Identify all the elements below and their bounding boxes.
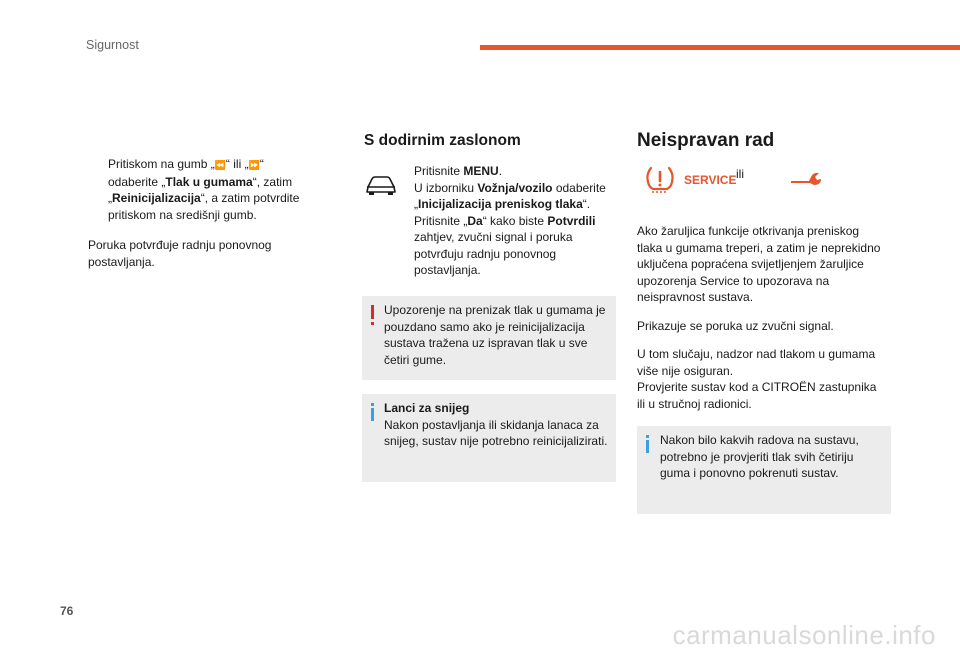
- touchscreen-instructions: [414, 163, 614, 279]
- menu-term: Inicijalizacija preniskog tlaka: [418, 197, 583, 211]
- bullet-item: [88, 156, 310, 223]
- left-column: [88, 156, 310, 270]
- bullet-text: “: [259, 157, 264, 171]
- confirmation-paragraph: Poruka potvrđuje radnju ponovnog postavljanja.: [88, 238, 272, 269]
- or-label: ili: [736, 167, 744, 181]
- bullet-text: odaberite „: [108, 174, 166, 189]
- malfunction-paragraph: Provjerite sustav kod a CITROËN zastupnika ili u stručnoj radionici.: [637, 380, 877, 411]
- tpms-warning-icon: [644, 165, 676, 193]
- menu-term: Potvrdili: [547, 213, 596, 228]
- malfunction-paragraph: Ako žaruljica funkcije otkrivanja preniskog tlaka u gumama treperi, a zatim je neprekidno uključena popraćena svijetljenjem žaruljice upozorenja Service to upozorava na neispravnost sustava.: [637, 224, 881, 304]
- info-icon-dot: [646, 435, 649, 438]
- service-label: SERVICE: [684, 173, 737, 187]
- instruction-text: Pritisnite: [414, 164, 464, 178]
- malfunction-heading: Neispravan rad: [637, 130, 775, 151]
- menu-term: Tlak u gumama: [165, 174, 253, 189]
- info-icon: [371, 408, 374, 421]
- section-title: Sigurnost: [86, 38, 139, 52]
- instruction-text: “.: [582, 197, 591, 211]
- malfunction-text: [637, 223, 887, 412]
- menu-term: Vožnja/vozilo: [477, 180, 553, 195]
- bullet-text: “, a zatim potvrdite: [200, 191, 300, 205]
- bullet-text: Pritiskom na gumb „: [108, 157, 215, 171]
- warning-icon-dot: [371, 322, 374, 325]
- page-number: 76: [60, 604, 74, 618]
- menu-term: Reinicijalizacija: [112, 191, 201, 205]
- bullet-text: „: [108, 191, 112, 205]
- instruction-text: zahtjev, zvučni signal i poruka potvrđuju radnju ponovnog postavljanja.: [414, 230, 573, 277]
- bullet-text: “ ili „: [225, 157, 249, 171]
- car-icon: [364, 174, 398, 196]
- malfunction-paragraph: Prikazuje se poruka uz zvučni signal.: [637, 318, 834, 333]
- instruction-text: “ kako biste: [482, 213, 548, 228]
- instruction-text: .: [498, 164, 503, 178]
- warning-text: Upozorenje na prenizak tlak u gumama je pouzdano samo ako je reinicijalizacija sustava tražena uz ispravan tlak u sve četiri gume.: [384, 303, 606, 367]
- menu-term: Da: [467, 213, 483, 228]
- warning-icon: [371, 305, 374, 319]
- bullet-text: “, zatim: [252, 174, 293, 189]
- fast-forward-icon: ⏩: [248, 160, 260, 170]
- info-icon-dot: [371, 403, 374, 406]
- wrench-icon: [789, 170, 823, 188]
- instruction-text: Pritisnite „: [414, 213, 468, 228]
- info-body: Nakon postavljanja ili skidanja lanaca za snijeg, sustav nije potrebno reinicijalizirati.: [384, 417, 608, 448]
- instruction-text: „: [414, 197, 418, 211]
- arrow-bullet-icon: [88, 156, 100, 223]
- header-accent-bar: [480, 45, 960, 50]
- instruction-text: U izborniku: [414, 180, 478, 195]
- info-text-chains: [384, 400, 612, 450]
- service-icon: [684, 170, 737, 188]
- info-icon: [646, 440, 649, 453]
- rewind-icon: ⏪: [214, 160, 226, 170]
- malfunction-paragraph: U tom slučaju, nadzor nad tlakom u gumama više nije osiguran.: [637, 347, 876, 378]
- watermark: carmanualsonline.info: [672, 620, 936, 650]
- info-title: Lanci za snijeg: [384, 401, 470, 415]
- info-text-service: Nakon bilo kakvih radova na sustavu, potrebno je provjeriti tlak svih četiriju guma i ponovno pokrenuti sustav.: [660, 433, 859, 480]
- instruction-text: odaberite: [552, 180, 606, 195]
- touchscreen-heading: S dodirnim zaslonom: [364, 132, 521, 149]
- menu-term: MENU: [463, 164, 499, 178]
- bullet-text: pritiskom na središnji gumb.: [108, 207, 257, 222]
